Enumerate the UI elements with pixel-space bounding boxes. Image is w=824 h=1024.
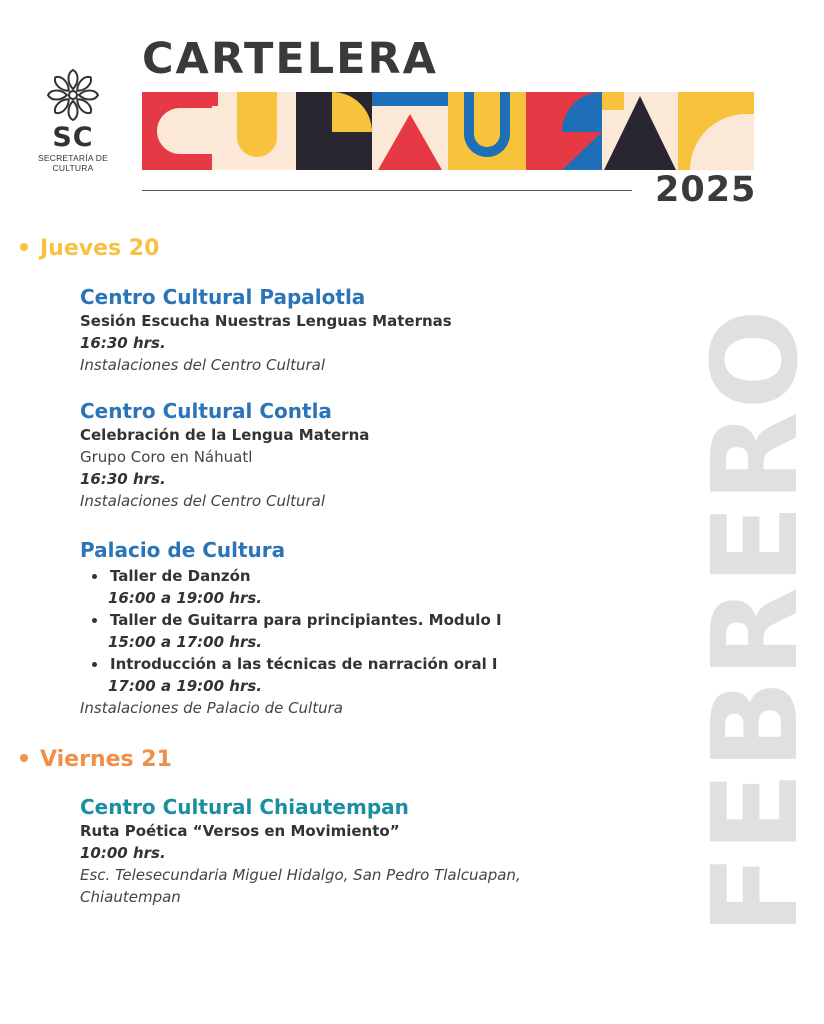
day-heading-viernes — [16, 749, 172, 771]
logo-subtitle — [30, 154, 116, 174]
cultural-banner — [142, 92, 754, 170]
venue-block-chiautempan — [80, 794, 680, 908]
event-place: Instalaciones del Centro Cultural — [80, 492, 326, 510]
venue-name: Palacio de Cultura — [80, 538, 286, 562]
workshop-time: 16:00 a 19:00 hrs. — [108, 589, 262, 607]
workshop-time: 15:00 a 17:00 hrs. — [108, 633, 262, 651]
workshop-title: Taller de Guitarra para principiantes. Modulo I — [110, 611, 502, 629]
year-label: 2025 — [655, 170, 757, 210]
venue-name: Centro Cultural Papalotla — [80, 285, 366, 309]
workshop-title: Introducción a las técnicas de narración oral I — [110, 655, 498, 673]
logo-subtitle-line1: SECRETARÍA DE — [38, 153, 108, 163]
list-item — [80, 653, 680, 697]
day-heading-jueves — [16, 238, 159, 260]
bullet-dot — [20, 243, 28, 251]
list-item — [80, 565, 680, 609]
venue-name: Centro Cultural Chiautempan — [80, 795, 409, 819]
secretaria-cultura-logo — [30, 68, 116, 174]
workshop-list — [80, 565, 680, 697]
event-time: 16:30 hrs. — [80, 470, 166, 488]
page-title: CARTELERA — [142, 34, 438, 84]
logo-abbreviation: SC — [52, 122, 94, 153]
flower-ornament-icon — [46, 68, 100, 122]
venue-name: Centro Cultural Contla — [80, 399, 332, 423]
bullet-dot — [92, 618, 97, 623]
event-detail: Grupo Coro en Náhuatl — [80, 448, 253, 466]
event-place: Instalaciones del Centro Cultural — [80, 356, 326, 374]
venue-block-palacio — [80, 537, 680, 719]
bullet-dot — [92, 662, 97, 667]
day-label: Jueves 20 — [40, 236, 160, 261]
banner-tile — [142, 92, 218, 106]
event-title: Sesión Escucha Nuestras Lenguas Maternas — [80, 312, 452, 330]
event-title: Ruta Poética “Versos en Movimiento” — [80, 822, 400, 840]
event-time: 10:00 hrs. — [80, 844, 166, 862]
event-time: 16:30 hrs. — [80, 334, 166, 352]
list-item — [80, 609, 680, 653]
bullet-dot — [92, 574, 97, 579]
venue-block-papalotla — [80, 284, 680, 376]
day-label: Viernes 21 — [40, 747, 172, 772]
banner-tile — [372, 92, 448, 106]
event-place: Instalaciones de Palacio de Cultura — [80, 699, 343, 717]
bullet-dot — [20, 754, 28, 762]
event-place-line1: Esc. Telesecundaria Miguel Hidalgo, San Pedro Tlalcuapan, — [80, 866, 521, 884]
month-label: FEBRERO — [686, 307, 824, 935]
venue-block-contla — [80, 398, 680, 512]
event-place-line2: Chiautempan — [80, 888, 181, 906]
event-title: Celebración de la Lengua Materna — [80, 426, 370, 444]
logo-subtitle-line2: CULTURA — [52, 162, 94, 173]
header-divider — [142, 190, 632, 191]
workshop-time: 17:00 a 19:00 hrs. — [108, 677, 262, 695]
workshop-title: Taller de Danzón — [110, 567, 251, 585]
